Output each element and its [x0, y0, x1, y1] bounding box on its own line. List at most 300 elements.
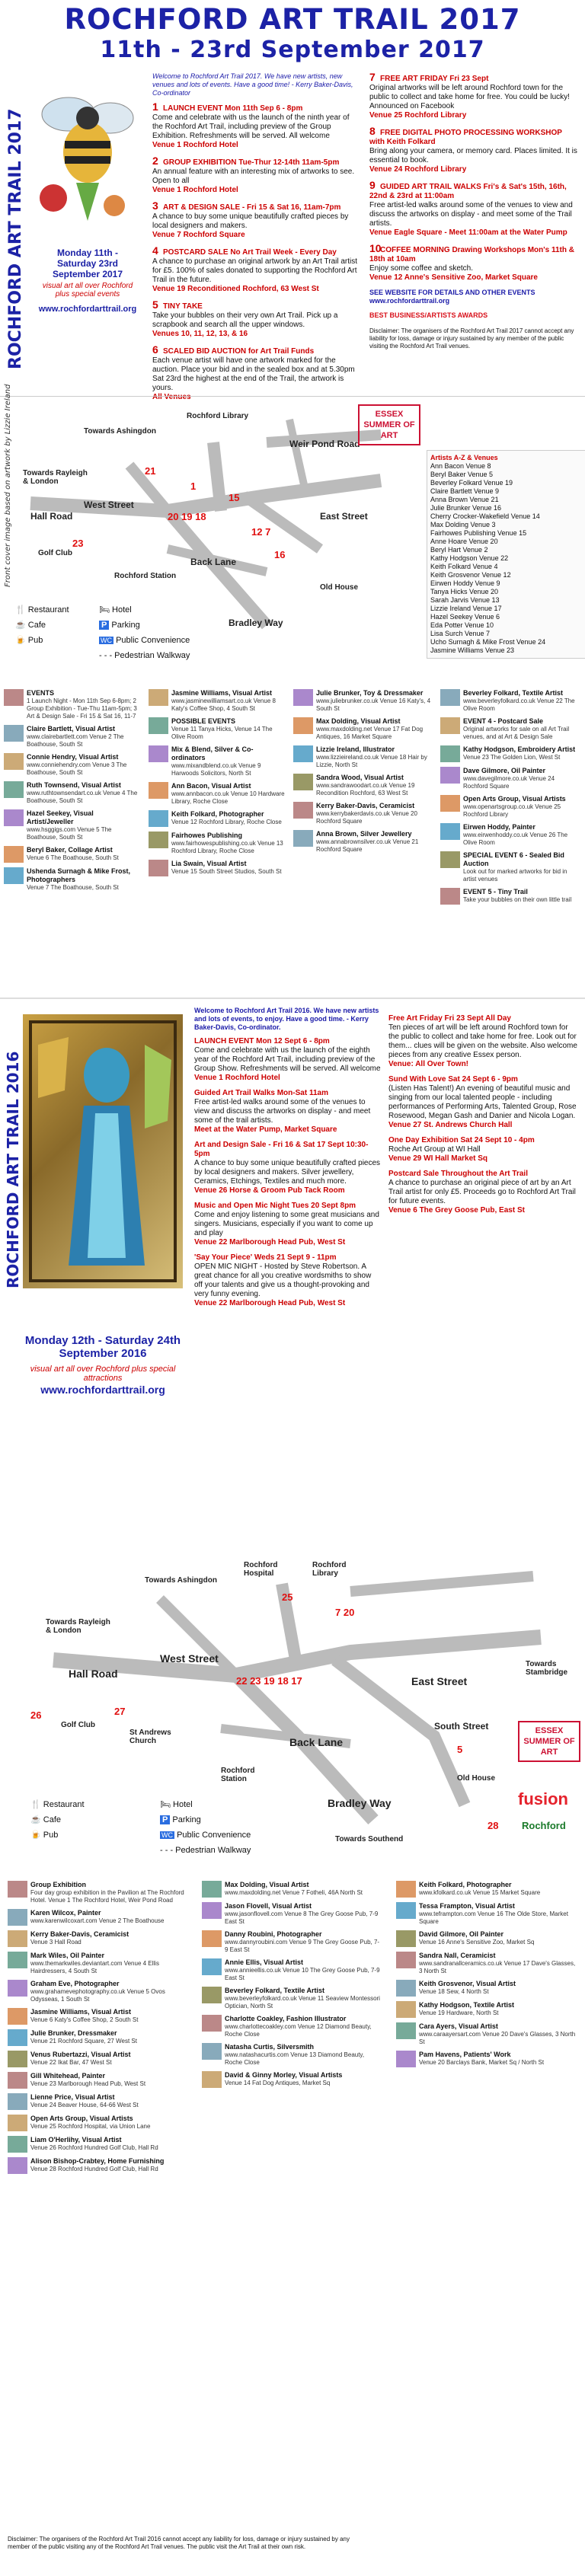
- venue-list-entry: Claire Bartlett Venue 9: [430, 487, 500, 495]
- section-2016: [0, 998, 585, 1524]
- disclaimer-2016: Disclaimer: The organisers of the Rochford Art Trail 2016 cannot accept any liability for loss, damage or injury sustained by any member of the public visiting any of the Rochford Art Trail venues. The public visit the Art Trail at their own risk.: [8, 2536, 350, 2550]
- artist-entry: [4, 753, 145, 777]
- artwork-thumbnail: [202, 1987, 222, 2003]
- artist-venue: www.openartsgroup.co.uk Venue 25 Rochford Library: [463, 803, 561, 818]
- artist-entry: [440, 767, 581, 790]
- artist-entry: [293, 774, 434, 797]
- cover-credit: Front cover image based on artwork by Lizzie Ireland: [4, 384, 12, 587]
- artist-text: [30, 1909, 187, 1925]
- event-venue: Venue 22 Marlborough Head Pub, West St: [194, 1238, 346, 1247]
- artist-text: [419, 2001, 576, 2017]
- artist-name: Julie Brunker, Toy & Dressmaker: [316, 689, 424, 697]
- event-description: Take your bubbles on their very own Art Trail. Pick up a scrapbook and search all the upper windows.: [152, 311, 338, 329]
- event-description: A chance to buy some unique beautifully crafted pieces by local designers and makers. Silver jewellery, Ceramics, Etchings, Textiles and much more.: [194, 1159, 381, 1186]
- artist-entry: [396, 2001, 579, 2018]
- artist-venue: www.lizzieireland.co.uk Venue 18 Hair by Lizzie, North St: [316, 754, 427, 768]
- artist-name: Beverley Folkard, Textile Artist: [225, 1987, 325, 1994]
- road-bradley-way: Bradley Way: [229, 618, 283, 628]
- venue-list-entry: Julie Brunker Venue 16: [430, 504, 502, 512]
- venue-list-entry: Hazel Seekey Venue 6: [430, 613, 500, 621]
- artwork-thumbnail: [293, 689, 313, 706]
- artist-venue: www.davegilmore.co.uk Venue 24 Rochford Square: [463, 775, 555, 790]
- artist-name: Kathy Hodgson, Embroidery Artist: [463, 745, 576, 753]
- artwork-thumbnail: [8, 2157, 27, 2174]
- artist-text: [30, 1980, 187, 2003]
- artist-venue: www.ruthtownsendart.co.uk Venue 4 The Boathouse, South St: [27, 790, 138, 804]
- artist-entry: [396, 1930, 579, 1947]
- pub-icon: 🍺: [30, 1831, 41, 1840]
- artist-entry: [8, 2093, 190, 2110]
- hotel-icon: 🛏: [99, 605, 110, 614]
- artist-name: Beverley Folkard, Textile Artist: [463, 689, 564, 697]
- place-ashingdon: Towards Ashingdon: [84, 427, 156, 436]
- artist-venue: Look out for marked artworks for bid in artist venues: [463, 868, 567, 883]
- event-venue: Venue 19 Reconditioned Rochford, 63 West St: [152, 285, 319, 293]
- event-heading: Free Art Friday Fri 23 Sept All Day: [388, 1014, 511, 1023]
- artist-name: Tessa Frampton, Visual Artist: [419, 1902, 515, 1910]
- event-venue: Venues 10, 11, 12, 13, & 16: [152, 330, 248, 338]
- event-description: An annual feature with an interesting mix of artworks to see. Open to all: [152, 168, 355, 185]
- place-rayleigh-2016: Towards Rayleigh & London: [46, 1618, 110, 1635]
- artwork-thumbnail: [8, 2008, 27, 2025]
- road-east-street-2016: East Street: [411, 1675, 468, 1687]
- legend-parking: P Parking: [99, 618, 267, 633]
- event-venue: Venue 1 Rochford Hotel: [152, 141, 238, 149]
- artist-name: Jason Flovell, Visual Artist: [225, 1902, 312, 1910]
- legend-walkway-2016: - - - Pedestrian Walkway: [160, 1846, 251, 1855]
- event-item: [194, 1037, 381, 1083]
- venue-list-entry: Keith Folkard Venue 4: [430, 563, 498, 570]
- artist-text: [225, 1902, 382, 1926]
- event-heading: One Day Exhibition Sat 24 Sept 10 - 4pm: [388, 1136, 535, 1144]
- artist-name: SPECIAL EVENT 6 - Sealed Bid Auction: [463, 851, 564, 867]
- artist-venue: Venue 18 Sew, 4 North St: [419, 1988, 489, 1995]
- artist-name: Ann Bacon, Visual Artist: [171, 782, 251, 790]
- artist-name: Fairhowes Publishing: [171, 832, 243, 839]
- venue-list-entry: Sarah Jarvis Venue 13: [430, 596, 500, 604]
- map-section-2017: [0, 384, 585, 686]
- artwork-thumbnail: [8, 2029, 27, 2046]
- artist-entry: [202, 1881, 385, 1898]
- place-golf: Golf Club: [38, 549, 72, 557]
- event-heading: GROUP EXHIBITION Tue-Thur 12-14th 11am-5pm: [163, 158, 340, 167]
- pub-icon: 🍺: [15, 636, 26, 645]
- venue-pin[interactable]: 26: [30, 1709, 42, 1721]
- artwork-thumbnail: [440, 717, 460, 734]
- artist-venue: Venue 28 Rochford Hundred Golf Club, Hall Rd: [30, 2166, 158, 2172]
- venue-pin[interactable]: 1: [190, 480, 197, 492]
- artwork-thumbnail: [4, 753, 24, 770]
- artist-text: [463, 717, 578, 741]
- artist-text: [171, 689, 286, 713]
- artist-entry: [8, 1980, 190, 2003]
- artist-text: [27, 781, 142, 805]
- artist-text: [27, 689, 142, 720]
- artist-entry: [202, 1987, 385, 2010]
- event-venue: Venue 27 St. Andrews Church Hall: [388, 1121, 513, 1129]
- artist-text: [419, 1881, 576, 1897]
- event-description: Come and enjoy listening to some great musicians and singers. Musicians, especially if you want to come up and play: [194, 1211, 379, 1237]
- artist-text: [316, 745, 431, 769]
- artist-venue: www.juliebrunker.co.uk Venue 16 Katy's, 4 South St: [316, 697, 431, 712]
- events-right: [369, 72, 579, 350]
- artist-text: [225, 1958, 382, 1982]
- event-number: 8: [369, 125, 376, 137]
- artist-venue: www.eirwenhoddy.co.uk Venue 26 The Olive Room: [463, 832, 568, 846]
- artist-name: Connie Hendry, Visual Artist: [27, 753, 119, 761]
- artist-venue: Original artworks for sale on all Art Trail venues, and at Art & Design Sale: [463, 726, 570, 740]
- artist-entry: [396, 1980, 579, 1997]
- event-heading: ART & DESIGN SALE - Fri 15 & Sat 16, 11am-7pm: [163, 203, 341, 212]
- cafe-icon: ☕: [15, 621, 26, 630]
- road-hall-road-2016: Hall Road: [69, 1668, 118, 1680]
- stained-glass-artwork: [23, 1014, 183, 1288]
- artist-name: Danny Roubini, Photographer: [225, 1930, 322, 1938]
- artist-name: Group Exhibition: [30, 1881, 86, 1888]
- venue-pin[interactable]: 15: [229, 492, 240, 503]
- event-heading: SCALED BID AUCTION for Art Trail Funds: [163, 347, 315, 356]
- artist-entry: [4, 781, 145, 805]
- legend-cafe: ☕ Cafe: [15, 621, 46, 630]
- event-heading: Sund With Love Sat 24 Sept 6 - 9pm: [388, 1075, 518, 1084]
- place-old-house-2016: Old House: [457, 1774, 496, 1783]
- artwork-thumbnail: [440, 823, 460, 840]
- event-description: Ten pieces of art will be left around Rochford town for the public to collect and take home for free. Look out for them... clues will be given on the website. Also welcome pieces from any creative Essex person.: [388, 1023, 577, 1059]
- artwork-thumbnail: [440, 767, 460, 784]
- place-library: Rochford Library: [187, 412, 249, 420]
- walkway-icon: - - -: [99, 651, 113, 660]
- event-heading: 'Say Your Piece' Weds 21 Sept 9 - 11pm: [194, 1253, 337, 1262]
- artist-venue: www.karenwilcoxart.com Venue 2 The Boathouse: [30, 1917, 165, 1924]
- artist-text: [463, 823, 578, 847]
- legend-2017-right: [99, 602, 267, 663]
- wc-icon: WC: [161, 1831, 173, 1839]
- venue-pin[interactable]: 7 20: [335, 1607, 355, 1618]
- artist-entry: [8, 2115, 190, 2131]
- venue-list-entry: Ucho Surnagh & Mike Frost Venue 24: [430, 638, 546, 646]
- artist-entry: [8, 2157, 190, 2174]
- artist-entry: [440, 851, 581, 883]
- restaurant-icon: 🍴: [15, 605, 26, 614]
- page-dates: 11th - 23rd September 2017: [100, 37, 485, 63]
- artwork-thumbnail: [8, 2093, 27, 2110]
- artist-text: [419, 2022, 576, 2046]
- artist-name: Claire Bartlett, Visual Artist: [27, 725, 116, 733]
- event-number: 2: [152, 155, 158, 167]
- artist-venue: Venue 24 Beaver House, 64-66 West St: [30, 2102, 139, 2108]
- place-old-house: Old House: [320, 583, 359, 592]
- artwork-thumbnail: [149, 717, 168, 734]
- event-description: Come and celebrate with us the launch of the eighth year of the Rochford Art Trail, including preview of the Group Show. Refreshments will be served. All welcome: [194, 1046, 381, 1073]
- artwork-thumbnail: [396, 1902, 416, 1919]
- artist-entry: [8, 2029, 190, 2046]
- event-number: 3: [152, 200, 158, 212]
- artist-text: [463, 767, 578, 790]
- artist-entry: [149, 860, 289, 876]
- event-description: Free artist-led walks around some of the venues to view and discuss the artworks on display - and meet some of the trail artists.: [194, 1098, 371, 1125]
- restaurant-icon: 🍴: [30, 1800, 41, 1809]
- artist-entry: [202, 1930, 385, 1954]
- legend-pub: 🍺 Pub: [15, 636, 43, 645]
- venue-pin[interactable]: 12 7: [251, 526, 271, 538]
- artist-name: Sandra Wood, Visual Artist: [316, 774, 404, 781]
- artist-entry: [293, 802, 434, 825]
- event-number: 7: [369, 71, 376, 83]
- event-item: [194, 1141, 381, 1195]
- artist-venue: Venue 15 South Street Studios, South St: [171, 868, 282, 875]
- place-rayleigh: Towards Rayleigh & London: [23, 469, 88, 486]
- event-description: Enjoy some coffee and sketch.: [369, 264, 474, 273]
- artist-text: [30, 2051, 187, 2067]
- artwork-thumbnail: [4, 689, 24, 706]
- event-description: A chance to buy some unique beautifully crafted pieces by local designers and makers.: [152, 212, 349, 230]
- artist-text: [419, 1952, 576, 1975]
- artist-venue: Venue 23 The Golden Lion, West St: [463, 754, 561, 761]
- artist-entry: [293, 830, 434, 854]
- artist-venue: Venue 6 Katy's Coffee Shop, 2 South St: [30, 2016, 139, 2023]
- legend-pub-2016: 🍺 Pub: [30, 1831, 59, 1840]
- venue-list-entry: Eda Potter Venue 10: [430, 621, 494, 629]
- event-description: OPEN MIC NIGHT - Hosted by Steve Robertson. A great chance for all you creative wordsmiths to show off your talents and give us a thought-provoking and very funny evening.: [194, 1262, 372, 1298]
- venue-list-entry: Keith Grosvenor Venue 12: [430, 571, 511, 579]
- artist-venue: Venue 11 Tanya Hicks, Venue 14 The Olive Room: [171, 726, 273, 740]
- event-description: Free artist-led walks around some of the venues to view and discuss the artworks on display - and meet some of the Trail artists.: [369, 201, 573, 228]
- artist-entry: [8, 2072, 190, 2089]
- venue-list-entry: Anne Hoare Venue 20: [430, 538, 498, 545]
- artist-text: [316, 689, 431, 713]
- side-title-2016: ROCHFORD ART TRAIL 2016: [4, 1051, 22, 1288]
- event-item: [369, 180, 579, 238]
- artist-text: [419, 1930, 576, 1946]
- venue-list-entry: Max Dolding Venue 3: [430, 521, 496, 528]
- artist-name: Kerry Baker-Davis, Ceramicist: [30, 1930, 129, 1938]
- venue-pin[interactable]: 20 19 18: [168, 511, 206, 522]
- artist-name: Karen Wilcox, Painter: [30, 1909, 101, 1917]
- artwork-thumbnail: [396, 1952, 416, 1968]
- artwork-thumbnail: [202, 2071, 222, 2088]
- artist-entry: [440, 888, 581, 905]
- road-back-lane: Back Lane: [190, 557, 237, 567]
- events-2016-left: [194, 1037, 381, 1314]
- artist-name: Jasmine Williams, Visual Artist: [30, 2008, 131, 2016]
- event-item: [194, 1202, 381, 1247]
- artist-venue: Take your bubbles on their own little trail: [463, 896, 572, 903]
- event-heading: FREE ART FRIDAY Fri 23 Sept: [380, 75, 489, 83]
- artwork-thumbnail: [149, 689, 168, 706]
- artist-name: Open Arts Group, Visual Artists: [463, 795, 566, 803]
- venue-list-entry: Beverley Folkard Venue 19: [430, 479, 513, 487]
- artist-text: [225, 1881, 382, 1897]
- artist-venue: Venue 7 The Boathouse, South St: [27, 884, 119, 891]
- cafe-icon: ☕: [30, 1815, 41, 1824]
- event-heading: Music and Open Mic Night Tues 20 Sept 8pm: [194, 1202, 356, 1210]
- venue-pin[interactable]: 28: [488, 1820, 499, 1831]
- venue-list-entry: Jasmine Williams Venue 23: [430, 646, 515, 654]
- venue-list-entry: Anna Brown Venue 21: [430, 496, 499, 503]
- artist-text: [30, 2072, 187, 2088]
- artist-entry: [440, 717, 581, 741]
- event-item: [152, 345, 358, 402]
- event-number: 9: [369, 179, 376, 191]
- venue-list-entry: Beryl Hart Venue 2: [430, 546, 488, 554]
- top-section-2017: [0, 0, 585, 401]
- event-heading: Art and Design Sale - Fri 16 & Sat 17 Sept 10:30-5pm: [194, 1141, 369, 1158]
- artwork-thumbnail: [440, 888, 460, 905]
- artist-entry: [440, 745, 581, 762]
- artwork-thumbnail: [396, 2022, 416, 2039]
- artist-name: EVENTS: [27, 689, 55, 697]
- artist-name: EVENT 4 - Postcard Sale: [463, 717, 544, 725]
- artist-venue: www.jasonflovell.com Venue 8 The Grey Goose Pub, 7-9 East St: [225, 1910, 379, 1925]
- legend-wc: WC Public Convenience: [101, 636, 190, 645]
- artist-entry: [149, 782, 289, 806]
- artist-name: David Gilmore, Oil Painter: [419, 1930, 504, 1938]
- venue-list-entry: Tanya Hicks Venue 20: [430, 588, 499, 595]
- artist-text: [30, 1952, 187, 1975]
- artist-entry: [396, 1881, 579, 1898]
- event-venue: Venue 25 Rochford Library: [369, 111, 467, 120]
- venue-pin[interactable]: 21: [145, 465, 156, 477]
- event-item: [194, 1089, 381, 1135]
- event-heading: TINY TAKE: [163, 302, 203, 311]
- artist-text: [27, 725, 142, 749]
- event-heading: GUIDED ART TRAIL WALKS Fri's & Sat's 15th, 16th, 22nd & 23rd at 11:00am: [369, 183, 567, 200]
- artist-entry: [293, 717, 434, 741]
- artwork-thumbnail: [149, 745, 168, 762]
- artwork-thumbnail: [8, 1881, 27, 1898]
- artist-name: Max Dolding, Visual Artist: [316, 717, 401, 725]
- artist-text: [225, 2071, 382, 2087]
- venue-list-entry: Eirwen Hoddy Venue 9: [430, 579, 500, 587]
- event-description: Original artworks will be left around Rochford town for the public to collect and take home for free. You could be lucky! Announced on Facebook: [369, 84, 570, 110]
- event-description: A chance to purchase an original piece of art by an Art Trail artist for only £5. Proceeds go to Rochford Art Trail for future events.: [388, 1179, 576, 1205]
- road-west-street-2016: West Street: [160, 1652, 219, 1665]
- artwork-thumbnail: [4, 846, 24, 863]
- artwork-thumbnail: [4, 725, 24, 742]
- event-item: [194, 1253, 381, 1308]
- artist-entry: [4, 809, 145, 841]
- venue-pin[interactable]: 25: [282, 1591, 293, 1603]
- event-item: [388, 1170, 579, 1215]
- artist-text: [30, 2115, 187, 2131]
- stained-glass-figure: [23, 1014, 183, 1288]
- essex-summer-logo-2016: ESSEX SUMMER OF ART: [518, 1721, 580, 1762]
- event-number: 4: [152, 244, 158, 257]
- artist-name: Cara Ayers, Visual Artist: [419, 2022, 498, 2030]
- artwork-thumbnail: [8, 1952, 27, 1968]
- page-title: ROCHFORD ART TRAIL 2017: [64, 3, 521, 36]
- artists-section-2017: [0, 689, 585, 971]
- venue-pin[interactable]: 27: [114, 1706, 126, 1717]
- artist-entry: [396, 1952, 579, 1975]
- road-back-lane-2016: Back Lane: [289, 1736, 344, 1748]
- event-item: [388, 1075, 579, 1130]
- artist-text: [316, 774, 431, 797]
- artwork-thumbnail: [202, 1902, 222, 1919]
- artist-venue: www.conniehendry.com Venue 3 The Boathouse, South St: [27, 761, 127, 776]
- artist-text: [316, 717, 431, 741]
- artist-venue: www.beverleyfolkard.co.uk Venue 11 Seaview Montessori Optician, North St: [225, 1995, 380, 2009]
- place-ashingdon-2016: Towards Ashingdon: [145, 1576, 217, 1585]
- event-venue: Venue 24 Rochford Library: [369, 165, 467, 174]
- artist-entry: [8, 2136, 190, 2153]
- venue-pin[interactable]: 5: [457, 1744, 463, 1755]
- artist-name: POSSIBLE EVENTS: [171, 717, 236, 725]
- artist-text: [419, 1980, 576, 1996]
- event-description: Come and celebrate with us the launch of the ninth year of the Rochford Art Trail, including preview of the Group Exhibition. Refreshments will be served. All welcome: [152, 113, 350, 140]
- artist-name: Anna Brown, Silver Jewellery: [316, 830, 412, 838]
- artist-name: Keith Folkard, Photographer: [419, 1881, 512, 1888]
- event-number: 5: [152, 298, 158, 311]
- artist-venue: www.maxdolding.net Venue 7 Fotheli, 46A North St: [225, 1889, 363, 1896]
- artist-venue: Venue 23 Marlborough Head Pub, West St: [30, 2080, 146, 2087]
- venue-pin[interactable]: 22 23 19 18 17: [236, 1675, 302, 1687]
- artist-name: David & Ginny Morley, Visual Artists: [225, 2071, 343, 2079]
- road-weir-pond: Weir Pond Road: [289, 439, 360, 449]
- artist-venue: www.sandranallceramics.co.uk Venue 17 Dave's Glasses, 3 North St: [419, 1960, 576, 1974]
- artist-text: [27, 846, 142, 862]
- event-venue: Venue 1 Rochford Hotel: [152, 186, 238, 194]
- artist-venue: Venue 16 Anne's Sensitive Zoo, Market Sq: [419, 1939, 535, 1946]
- event-description: Roche Art Group at WI Hall: [388, 1145, 481, 1154]
- parking-icon: P: [160, 1815, 170, 1824]
- event-venue: Meet at the Water Pump, Market Square: [194, 1125, 337, 1134]
- artist-col-2: [149, 689, 289, 881]
- artist-text: [30, 1881, 187, 1904]
- artist-name: Ushenda Surnagh & Mike Frost, Photographers: [27, 867, 131, 883]
- artist-venue: www.annabrownsilver.co.uk Venue 21 Rochford Square: [316, 838, 419, 853]
- place-southend-2016: Towards Southend: [335, 1835, 404, 1843]
- place-church-2016: St Andrews Church: [129, 1729, 171, 1745]
- artist-name: Mark Wiles, Oil Painter: [30, 1952, 104, 1959]
- artwork-thumbnail: [8, 2115, 27, 2131]
- artist-name: Kerry Baker-Davis, Ceramicist: [316, 802, 415, 809]
- artist-entry: [202, 2071, 385, 2088]
- artist-name: Annie Ellis, Visual Artist: [225, 1958, 304, 1966]
- artist-2016-col-2: [202, 1881, 385, 2092]
- artist-name: Lizzie Ireland, Illustrator: [316, 745, 395, 753]
- venue-pin[interactable]: 16: [274, 549, 286, 560]
- artist-venue: www.charlottecoakley.com Venue 12 Diamond Beauty, Roche Close: [225, 2023, 372, 2038]
- artist-text: [30, 1930, 187, 1946]
- event-heading: Guided Art Trail Walks Mon-Sat 11am: [194, 1089, 328, 1097]
- artwork-thumbnail: [8, 1909, 27, 1926]
- artist-entry: [293, 745, 434, 769]
- artist-col-1: [4, 689, 145, 896]
- bee-illustration: [23, 76, 145, 228]
- artist-text: [463, 888, 578, 904]
- event-number: 10: [369, 242, 382, 254]
- event-description: Bring along your camera, or memory card. Places limited. It is essential to book.: [369, 147, 577, 164]
- artwork-thumbnail: [396, 2001, 416, 2018]
- artwork-thumbnail: [4, 809, 24, 826]
- artist-name: Kathy Hodgson, Textile Artist: [419, 2001, 515, 2009]
- artist-name: Pam Havens, Patients' Work: [419, 2051, 511, 2058]
- artist-venue: www.clairebartlett.com Venue 2 The Boathouse, South St: [27, 733, 124, 748]
- artist-name: Mix & Blend, Silver & Co-ordinators: [171, 745, 254, 761]
- fusion-logo: fusion: [518, 1789, 568, 1808]
- legend-parking-2016: P Parking: [160, 1812, 328, 1827]
- artist-venue: www.natashacurtis.com Venue 13 Diamond Beauty, Roche Close: [225, 2051, 365, 2066]
- place-station-2016: Rochford Station: [221, 1767, 255, 1783]
- artist-name: Gill Whitehead, Painter: [30, 2072, 106, 2080]
- event-number: 1: [152, 101, 158, 113]
- venue-pin[interactable]: 23: [72, 538, 84, 549]
- artist-venue: Venue 14 Fat Dog Antiques, Market Sq: [225, 2080, 331, 2086]
- artwork-thumbnail: [202, 1881, 222, 1898]
- artist-entry: [440, 689, 581, 713]
- artist-venue: Venue 25 Rochford Hospital, via Union Lane: [30, 2123, 151, 2130]
